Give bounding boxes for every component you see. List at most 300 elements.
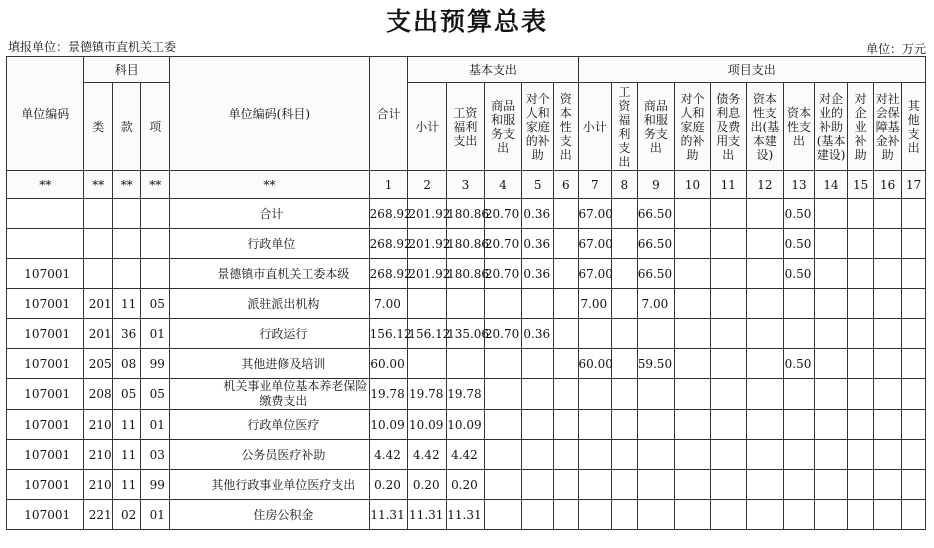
row-value-col-6 [554,440,578,470]
row-value-col-15 [848,440,873,470]
table-row [7,410,926,440]
row-lei [84,259,113,289]
row-value-col-5: 0.36 [522,259,554,289]
row-value-col-5 [522,440,554,470]
row-value-col-13 [784,470,815,500]
table-row [7,349,926,379]
row-value-col-1: 268.92 [369,229,408,259]
row-unit-code: 107001 [7,349,84,379]
header-unit-code: 单位编码 [7,57,84,171]
header-p-subtotal: 小计 [578,83,612,171]
row-kuan [112,229,141,259]
row-value-col-13 [784,379,815,410]
row-value-col-12 [746,500,784,530]
row-value-col-3: 11.31 [447,500,485,530]
header-xiang: 项 [141,83,170,171]
row-value-col-17 [902,259,926,289]
table-row [7,379,926,410]
row-value-col-17 [902,500,926,530]
row-value-col-7 [578,410,612,440]
row-value-col-6 [554,229,578,259]
row-name: 派驻派出机构 [170,289,370,319]
row-value-col-9 [637,410,675,440]
page-title: 支出预算总表 [385,7,548,36]
row-unit-code: 107001 [7,500,84,530]
row-value-col-4 [484,500,522,530]
row-name: 机关事业单位基本养老保险缴费支出 [170,379,370,410]
row-value-col-5: 0.36 [522,229,554,259]
row-value-col-8 [612,500,637,530]
row-value-col-3: 19.78 [447,379,485,410]
row-value-col-5 [522,470,554,500]
row-value-col-10 [675,500,711,530]
row-value-col-6 [554,379,578,410]
row-value-col-2: 156.12 [408,319,447,349]
row-value-col-10 [675,229,711,259]
row-value-col-15 [848,500,873,530]
row-value-col-4 [484,349,522,379]
row-value-col-9: 7.00 [637,289,675,319]
row-value-col-4 [484,410,522,440]
index-cell: 13 [784,171,815,199]
row-value-col-15 [848,379,873,410]
header-project: 项目支出 [578,57,926,83]
header-goods: 商品和服务支出 [491,98,516,155]
header-wage: 工资福利支出 [453,105,478,148]
row-value-col-14 [814,470,848,500]
row-value-col-1: 60.00 [369,349,408,379]
row-value-col-2: 11.31 [408,500,447,530]
row-value-col-1: 268.92 [369,199,408,229]
row-value-col-9 [637,319,675,349]
header-p-social: 对社会保障基金补助 [875,91,900,162]
row-value-col-16 [873,319,902,349]
row-lei [84,229,113,259]
row-value-col-5 [522,410,554,440]
header-p-wage: 工资福利支出 [618,84,631,169]
row-value-col-14 [814,500,848,530]
row-value-col-13: 0.50 [784,199,815,229]
row-value-col-16 [873,470,902,500]
row-name: 其他行政事业单位医疗支出 [170,470,370,500]
row-value-col-16 [873,199,902,229]
table-header [7,57,926,199]
row-value-col-9 [637,440,675,470]
index-cell: 2 [408,171,447,199]
row-lei: 210 [84,470,113,500]
table-row [7,259,926,289]
row-value-col-10 [675,349,711,379]
fill-unit-label: 填报单位：景德镇市直机关工委 [8,40,177,54]
row-value-col-16 [873,379,902,410]
index-cell: ** [112,171,141,199]
row-value-col-4 [484,470,522,500]
header-basic: 基本支出 [408,57,578,83]
row-name: 住房公积金 [170,500,370,530]
row-value-col-9: 66.50 [637,199,675,229]
row-value-col-2: 19.78 [408,379,447,410]
row-value-col-17 [902,289,926,319]
row-value-col-6 [554,199,578,229]
header-unit-name: 单位编码(科目) [170,57,370,171]
row-value-col-12 [746,319,784,349]
row-value-col-4 [484,440,522,470]
row-value-col-12 [746,440,784,470]
row-value-col-2: 10.09 [408,410,447,440]
row-value-col-2: 201.92 [408,199,447,229]
row-value-col-15 [848,289,873,319]
row-value-col-3: 180.86 [447,229,485,259]
row-xiang: 99 [141,470,170,500]
row-value-col-7: 67.00 [578,229,612,259]
index-cell: 15 [848,171,873,199]
row-value-col-1: 10.09 [369,410,408,440]
row-xiang [141,259,170,289]
header-p-capital-build: 资本性支出(基本建设) [750,91,780,162]
row-value-col-12 [746,259,784,289]
row-value-col-10 [675,379,711,410]
row-value-col-7 [578,319,612,349]
row-value-col-17 [902,379,926,410]
row-value-col-13: 0.50 [784,349,815,379]
row-value-col-6 [554,410,578,440]
row-value-col-8 [612,410,637,440]
index-cell: ** [141,171,170,199]
row-value-col-6 [554,470,578,500]
row-value-col-4 [484,379,522,410]
row-value-col-6 [554,500,578,530]
row-value-col-17 [902,410,926,440]
budget-table [6,56,926,530]
row-value-col-11 [710,440,746,470]
row-value-col-15 [848,259,873,289]
header-family: 对个人和家庭的补助 [525,91,550,162]
row-value-col-16 [873,289,902,319]
index-cell: ** [84,171,113,199]
index-cell: 4 [484,171,522,199]
row-value-col-10 [675,319,711,349]
row-lei: 205 [84,349,113,379]
row-value-col-3: 135.06 [447,319,485,349]
row-xiang: 01 [141,500,170,530]
header-p-other: 其他支出 [907,98,920,155]
header-p-goods: 商品和服务支出 [643,98,668,155]
row-value-col-8 [612,259,637,289]
index-cell: 8 [612,171,637,199]
row-name: 合计 [170,199,370,229]
row-value-col-5 [522,500,554,530]
header-kemu: 科目 [84,57,170,83]
row-value-col-3: 4.42 [447,440,485,470]
row-unit-code: 107001 [7,410,84,440]
row-kuan: 11 [112,410,141,440]
row-value-col-5 [522,289,554,319]
header-p-capital: 资本性支出 [786,105,811,148]
row-value-col-14 [814,319,848,349]
row-value-col-2: 0.20 [408,470,447,500]
row-value-col-14 [814,289,848,319]
row-name: 行政单位医疗 [170,410,370,440]
row-value-col-1: 7.00 [369,289,408,319]
row-value-col-5 [522,379,554,410]
row-value-col-12 [746,379,784,410]
row-value-col-14 [814,229,848,259]
row-value-col-8 [612,379,637,410]
row-value-col-6 [554,319,578,349]
row-value-col-10 [675,289,711,319]
row-value-col-6 [554,259,578,289]
row-value-col-5: 0.36 [522,199,554,229]
index-cell: 3 [447,171,485,199]
row-value-col-13 [784,500,815,530]
index-cell: 14 [814,171,848,199]
table-row [7,199,926,229]
row-kuan: 11 [112,470,141,500]
index-cell: ** [7,171,84,199]
row-value-col-7 [578,379,612,410]
row-value-col-8 [612,440,637,470]
row-unit-code: 107001 [7,379,84,410]
row-value-col-17 [902,229,926,259]
row-value-col-4: 20.70 [484,229,522,259]
row-unit-code: 107001 [7,289,84,319]
header-kuan: 款 [112,83,141,171]
row-xiang: 05 [141,289,170,319]
row-value-col-14 [814,410,848,440]
row-value-col-14 [814,440,848,470]
row-value-col-14 [814,259,848,289]
row-value-col-3 [447,349,485,379]
table-body [7,199,926,530]
row-kuan: 02 [112,500,141,530]
row-lei: 210 [84,410,113,440]
row-value-col-2: 4.42 [408,440,447,470]
row-lei: 208 [84,379,113,410]
table-row [7,440,926,470]
row-value-col-9 [637,500,675,530]
row-value-col-17 [902,470,926,500]
row-value-col-2 [408,349,447,379]
row-xiang: 99 [141,349,170,379]
row-value-col-16 [873,410,902,440]
row-value-col-1: 156.12 [369,319,408,349]
row-value-col-11 [710,319,746,349]
header-capital: 资本性支出 [559,91,572,162]
row-value-col-15 [848,199,873,229]
row-value-col-8 [612,470,637,500]
row-value-col-7 [578,440,612,470]
row-kuan: 05 [112,379,141,410]
row-value-col-17 [902,199,926,229]
row-value-col-1: 0.20 [369,470,408,500]
row-value-col-11 [710,379,746,410]
row-value-col-9 [637,379,675,410]
row-unit-code: 107001 [7,259,84,289]
row-value-col-7 [578,470,612,500]
table-row [7,470,926,500]
row-value-col-4: 20.70 [484,319,522,349]
table-row [7,500,926,530]
row-value-col-1: 4.42 [369,440,408,470]
row-value-col-4: 20.70 [484,199,522,229]
header-p-ent: 对企业补助 [854,91,867,162]
row-value-col-7: 67.00 [578,259,612,289]
row-value-col-12 [746,229,784,259]
table-row [7,319,926,349]
row-value-col-12 [746,199,784,229]
row-kuan: 11 [112,289,141,319]
row-value-col-10 [675,440,711,470]
index-cell: 10 [675,171,711,199]
row-value-col-14 [814,379,848,410]
row-name: 行政单位 [170,229,370,259]
row-unit-code [7,229,84,259]
row-value-col-17 [902,349,926,379]
row-value-col-3: 180.86 [447,259,485,289]
row-value-col-8 [612,229,637,259]
row-lei: 210 [84,440,113,470]
row-value-col-9: 66.50 [637,229,675,259]
row-value-col-12 [746,349,784,379]
row-value-col-1: 11.31 [369,500,408,530]
row-value-col-3: 10.09 [447,410,485,440]
row-lei: 221 [84,500,113,530]
header-subtotal: 小计 [408,83,447,171]
row-lei [84,199,113,229]
row-unit-code: 107001 [7,440,84,470]
header-lei: 类 [84,83,113,171]
row-value-col-12 [746,289,784,319]
row-name: 其他进修及培训 [170,349,370,379]
row-value-col-13 [784,319,815,349]
index-cell: 5 [522,171,554,199]
row-value-col-11 [710,470,746,500]
row-value-col-15 [848,349,873,379]
row-value-col-8 [612,289,637,319]
row-value-col-10 [675,199,711,229]
row-kuan: 36 [112,319,141,349]
row-value-col-11 [710,349,746,379]
row-value-col-16 [873,440,902,470]
row-value-col-15 [848,470,873,500]
row-value-col-16 [873,349,902,379]
row-value-col-5: 0.36 [522,319,554,349]
row-value-col-8 [612,349,637,379]
row-value-col-10 [675,470,711,500]
row-unit-code: 107001 [7,470,84,500]
row-value-col-17 [902,319,926,349]
row-lei: 201 [84,319,113,349]
row-value-col-10 [675,410,711,440]
row-value-col-11 [710,410,746,440]
row-value-col-8 [612,319,637,349]
row-xiang [141,199,170,229]
row-value-col-14 [814,199,848,229]
row-value-col-13 [784,410,815,440]
row-value-col-8 [612,199,637,229]
row-value-col-7: 7.00 [578,289,612,319]
row-value-col-13 [784,289,815,319]
row-value-col-16 [873,259,902,289]
row-xiang: 01 [141,319,170,349]
row-value-col-6 [554,289,578,319]
row-xiang: 05 [141,379,170,410]
row-value-col-14 [814,349,848,379]
row-xiang: 01 [141,410,170,440]
row-name: 景德镇市直机关工委本级 [170,259,370,289]
row-value-col-13 [784,440,815,470]
row-kuan [112,199,141,229]
header-p-ent-build: 对企业的补助(基本建设) [816,91,846,162]
row-value-col-7: 67.00 [578,199,612,229]
index-cell: 9 [637,171,675,199]
row-xiang [141,229,170,259]
row-value-col-12 [746,410,784,440]
table-row [7,289,926,319]
row-xiang: 03 [141,440,170,470]
header-p-debt: 债务利息及费用支出 [716,91,741,162]
row-value-col-3 [447,289,485,319]
row-value-col-7 [578,500,612,530]
row-value-col-16 [873,229,902,259]
row-value-col-12 [746,470,784,500]
row-value-col-3: 0.20 [447,470,485,500]
row-value-col-11 [710,289,746,319]
row-value-col-4: 20.70 [484,259,522,289]
row-value-col-3: 180.86 [447,199,485,229]
row-value-col-13: 0.50 [784,229,815,259]
row-value-col-2 [408,289,447,319]
row-value-col-15 [848,319,873,349]
row-value-col-4 [484,289,522,319]
row-value-col-13: 0.50 [784,259,815,289]
index-cell: 12 [746,171,784,199]
row-value-col-10 [675,259,711,289]
index-row [7,171,926,199]
row-name: 公务员医疗补助 [170,440,370,470]
row-lei: 201 [84,289,113,319]
row-value-col-2: 201.92 [408,259,447,289]
row-value-col-16 [873,500,902,530]
row-value-col-15 [848,229,873,259]
row-value-col-11 [710,259,746,289]
row-kuan: 11 [112,440,141,470]
table-row [7,229,926,259]
row-value-col-17 [902,440,926,470]
row-value-col-9 [637,470,675,500]
row-value-col-1: 268.92 [369,259,408,289]
row-value-col-2: 201.92 [408,229,447,259]
index-cell: ** [170,171,370,199]
row-value-col-1: 19.78 [369,379,408,410]
row-kuan [112,259,141,289]
row-value-col-11 [710,500,746,530]
money-unit-label: 单位：万元 [865,42,926,56]
header-p-family: 对个人和家庭的补助 [680,91,705,162]
row-value-col-11 [710,229,746,259]
index-cell: 17 [902,171,926,199]
row-unit-code: 107001 [7,319,84,349]
index-cell: 1 [369,171,408,199]
row-value-col-15 [848,410,873,440]
row-value-col-9: 59.50 [637,349,675,379]
row-value-col-7: 60.00 [578,349,612,379]
index-cell: 6 [554,171,578,199]
row-value-col-6 [554,349,578,379]
index-cell: 11 [710,171,746,199]
row-unit-code [7,199,84,229]
header-total: 合计 [369,57,408,171]
